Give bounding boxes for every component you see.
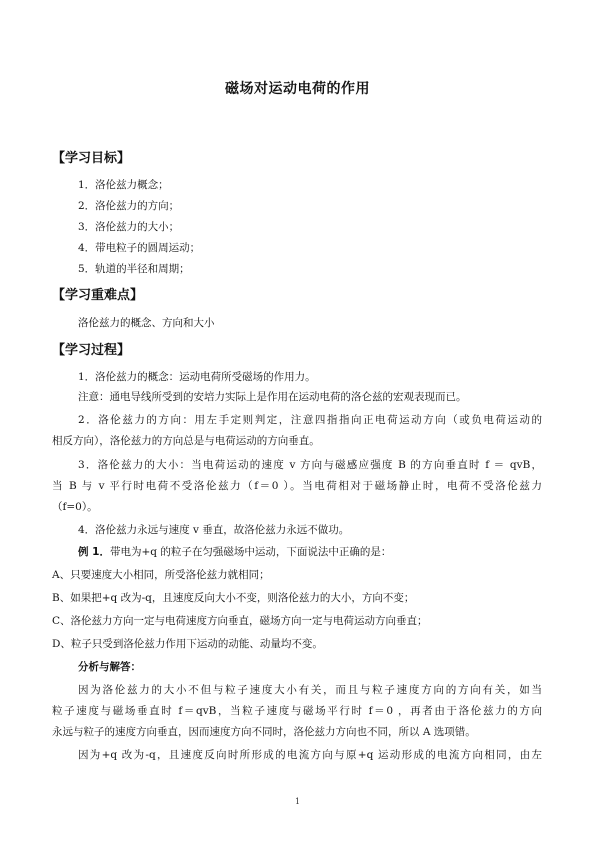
option-d: D、粒子只受到洛伦兹力作用下运动的动能、动量均不变。 bbox=[52, 638, 323, 650]
process-point-3-line-2: 当 B 与 v 平行时电荷不受洛伦兹力（f＝0 ）。当电荷相对于磁场静止时，电荷不受洛伦兹力 bbox=[52, 480, 542, 492]
process-point-3-line-1: 3．洛伦兹力的大小：当电荷运动的速度 v 方向与磁感应强度 B 的方向垂直时 f ＝ qvB， bbox=[78, 459, 542, 471]
analysis-heading: 分析与解答： bbox=[78, 661, 141, 673]
process-point-4: 4．洛伦兹力永远与速度 v 垂直，故洛伦兹力永远不做功。 bbox=[78, 524, 350, 536]
keypoints-heading: 【学习重难点】 bbox=[52, 288, 144, 303]
option-a: A、只要速度大小相同，所受洛伦兹力就相同； bbox=[52, 569, 270, 581]
analysis-1-line-2: 粒子速度与磁场垂直时 f＝qvB，当粒子速度与磁场平行时 f＝0 ，再者由于洛伦兹力的方向 bbox=[52, 705, 542, 717]
page-number: 1 bbox=[294, 797, 301, 806]
process-note: 注意：通电导线所受到的安培力实际上是作用在运动电荷的洛仑兹的宏观表现而已。 bbox=[78, 391, 467, 403]
process-point-1: 1．洛伦兹力的概念：运动电荷所受磁场的作用力。 bbox=[78, 371, 316, 383]
process-point-3-line-3: （f=0）。 bbox=[52, 501, 98, 513]
objective-item-3: 3．洛伦兹力的大小； bbox=[78, 221, 180, 233]
example-1 bbox=[78, 545, 391, 559]
option-b: B、如果把+q 改为-q，且速度反向大小不变，则洛伦兹力的大小，方向不变； bbox=[52, 592, 415, 604]
objective-item-1: 1．洛伦兹力概念； bbox=[78, 179, 169, 191]
example-text: 带电为+q 的粒子在匀强磁场中运动，下面说法中正确的是： bbox=[109, 546, 392, 558]
process-heading: 【学习过程】 bbox=[52, 343, 131, 358]
page-title: 磁场对运动电荷的作用 bbox=[225, 81, 370, 97]
analysis-2-line-1: 因为+q 改为-q，且速度反向时所形成的电流方向与原+q 运动形成的电流方向相同，由左 bbox=[78, 749, 542, 761]
objective-item-2: 2．洛伦兹力的方向； bbox=[78, 200, 180, 212]
option-c: C、洛伦兹力方向一定与电荷速度方向垂直，磁场方向一定与电荷运动方向垂直； bbox=[52, 615, 428, 627]
analysis-1-line-3: 永远与粒子的速度方向垂直，因而速度方向不同时，洛伦兹力方向也不同，所以 A 选项错。 bbox=[52, 726, 476, 738]
process-point-2-line-1: 2．洛伦兹力的方向：用左手定则判定，注意四指指向正电荷运动方向（或负电荷运动的 bbox=[78, 414, 542, 426]
keypoints-text: 洛伦兹力的概念、方向和大小 bbox=[78, 317, 215, 329]
analysis-1-line-1: 因为洛伦兹力的大小不但与粒子速度大小有关，而且与粒子速度方向的方向有关，如当 bbox=[78, 684, 542, 696]
process-point-2-line-2: 相反方向），洛伦兹力的方向总是与电荷运动的方向垂直。 bbox=[52, 435, 320, 447]
objectives-heading: 【学习目标】 bbox=[52, 151, 131, 166]
objective-item-5: 5．轨道的半径和周期； bbox=[78, 263, 190, 275]
objective-item-4: 4．带电粒子的圆周运动； bbox=[78, 242, 201, 254]
example-label: 例 1． bbox=[78, 546, 110, 558]
